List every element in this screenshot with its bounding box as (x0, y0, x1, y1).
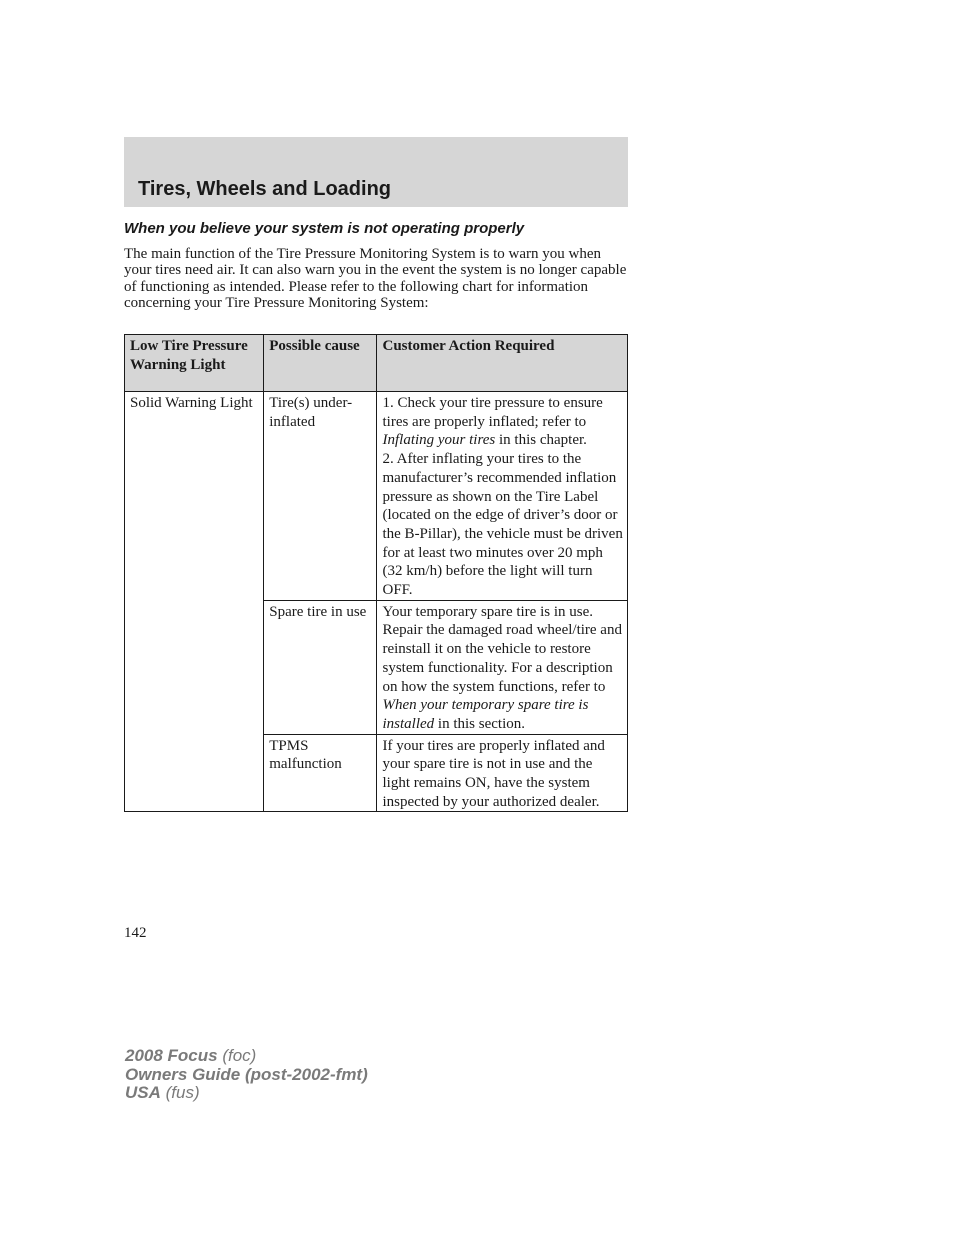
warning-light-cell: Solid Warning Light (125, 392, 264, 812)
action-text: 2. After inflating your tires to the manufacturer’s recommended inflation pressure as shown on the Tire Label (located on the edge of driver’s door or the B-Pillar), the vehicle must be driven for at least two minutes over 20 mph (32 km/h) before the light will turn OFF. (382, 451, 623, 599)
action-cell (377, 392, 628, 601)
chapter-title: Tires, Wheels and Loading (138, 178, 392, 200)
action-reference: When your temporary spare tire is installed (382, 697, 589, 732)
intro-paragraph: The main function of the Tire Pressure Monitoring System is to warn you when your tires need air. It can also warn you in the event the system is no longer capable of functioning as intended. Please refer to the following chart for information concerning your Tire Pressure Monitoring System: (124, 246, 627, 312)
cause-cell: TPMS malfunction (264, 734, 377, 812)
footer-line-model: 2008 Focus (foc) (125, 1046, 257, 1065)
header-warning-light: Low Tire Pressure Warning Light (125, 335, 264, 392)
section-heading: When you believe your system is not operating properly (124, 220, 525, 237)
page-number: 142 (124, 925, 147, 941)
header-possible-cause: Possible cause (264, 335, 377, 392)
action-reference: Inflating your tires (382, 432, 496, 449)
action-cell: If your tires are properly inflated and your spare tire is not in use and the light remains ON, have the system inspected by your authorized dealer. (377, 734, 628, 812)
tpms-chart-table (124, 334, 628, 812)
table-row (125, 392, 628, 601)
header-customer-action: Customer Action Required (377, 335, 628, 392)
action-cell (377, 600, 628, 734)
table-header-row (125, 335, 628, 392)
action-text: in this chapter. (495, 432, 587, 449)
document-footer (125, 1047, 368, 1103)
footer-line-guide: Owners Guide (post-2002-fmt) (125, 1064, 368, 1084)
action-text: in this section. (434, 715, 525, 732)
footer-line-market: USA (fus) (125, 1083, 200, 1102)
action-text: 1. Check your tire pressure to ensure tires are properly inflated; refer to (382, 395, 603, 430)
cause-cell: Tire(s) under-inflated (264, 392, 377, 601)
cause-cell: Spare tire in use (264, 600, 377, 734)
action-text: Your temporary spare tire is in use. Repair the damaged road wheel/tire and reinstall it on the vehicle to restore system functionality. For a description on how the system functions, refer to (382, 603, 622, 695)
chapter-header-band (124, 137, 628, 207)
